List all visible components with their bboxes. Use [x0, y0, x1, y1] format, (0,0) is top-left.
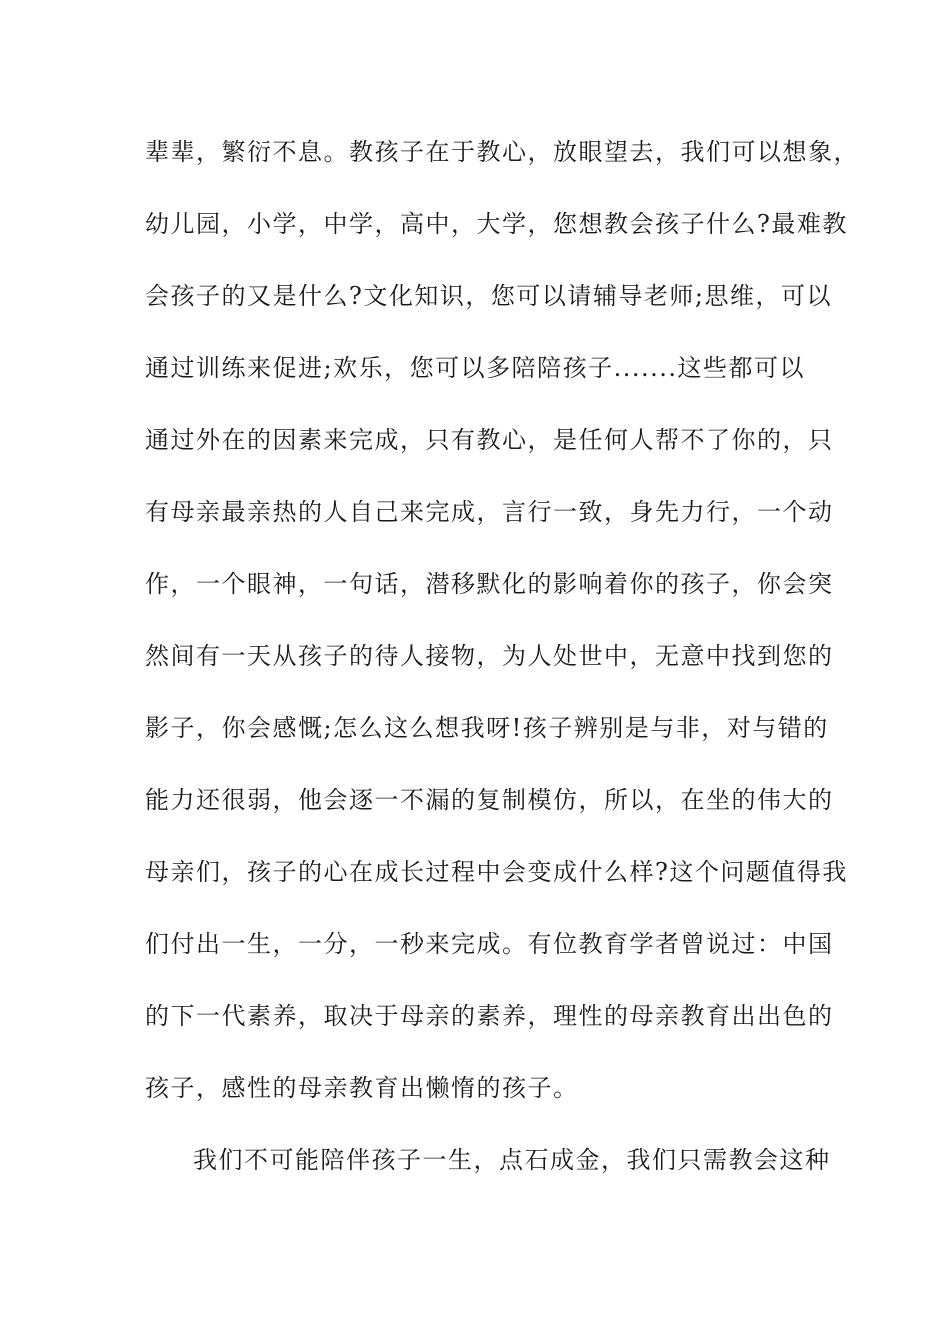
text-line: 们付出一生，一分，一秒来完成。有位教育学者曾说过：中国	[145, 930, 834, 958]
text-line: 会孩子的又是什么?文化知识，您可以请辅导老师;思维，可以	[145, 282, 832, 310]
text-line: 影子，你会感慨;怎么这么想我呀!孩子辨别是与非，对与错的	[145, 714, 829, 742]
text-line: 作，一个眼神，一句话，潜移默化的影响着你的孩子，你会突	[145, 570, 834, 598]
text-line: 的下一代素养，取决于母亲的素养，理性的母亲教育出出色的	[145, 1002, 834, 1030]
text-line: 能力还很弱，他会逐一不漏的复制模仿，所以，在坐的伟大的	[145, 786, 834, 814]
text-line: 有母亲最亲热的人自己来完成，言行一致，身先力行，一个动	[145, 498, 834, 526]
text-line: 幼儿园，小学，中学，高中，大学，您想教会孩子什么?最难教	[145, 210, 848, 238]
text-line: 孩子，感性的母亲教育出懒惰的孩子。	[145, 1074, 579, 1102]
text-line: 通过训练来促进;欢乐，您可以多陪陪孩子.......这些都可以	[145, 354, 805, 382]
text-line: 辈辈，繁衍不息。教孩子在于教心，放眼望去，我们可以想象，	[145, 138, 859, 166]
text-line: 母亲们，孩子的心在成长过程中会变成什么样?这个问题值得我	[145, 858, 848, 886]
document-body	[145, 126, 859, 1206]
paragraph-first-line: 我们不可能陪伴孩子一生，点石成金，我们只需教会这种	[193, 1146, 831, 1174]
text-line: 然间有一天从孩子的待人接物，为人处世中，无意中找到您的	[145, 642, 834, 670]
text-line: 通过外在的因素来完成，只有教心，是任何人帮不了你的，只	[145, 426, 834, 454]
